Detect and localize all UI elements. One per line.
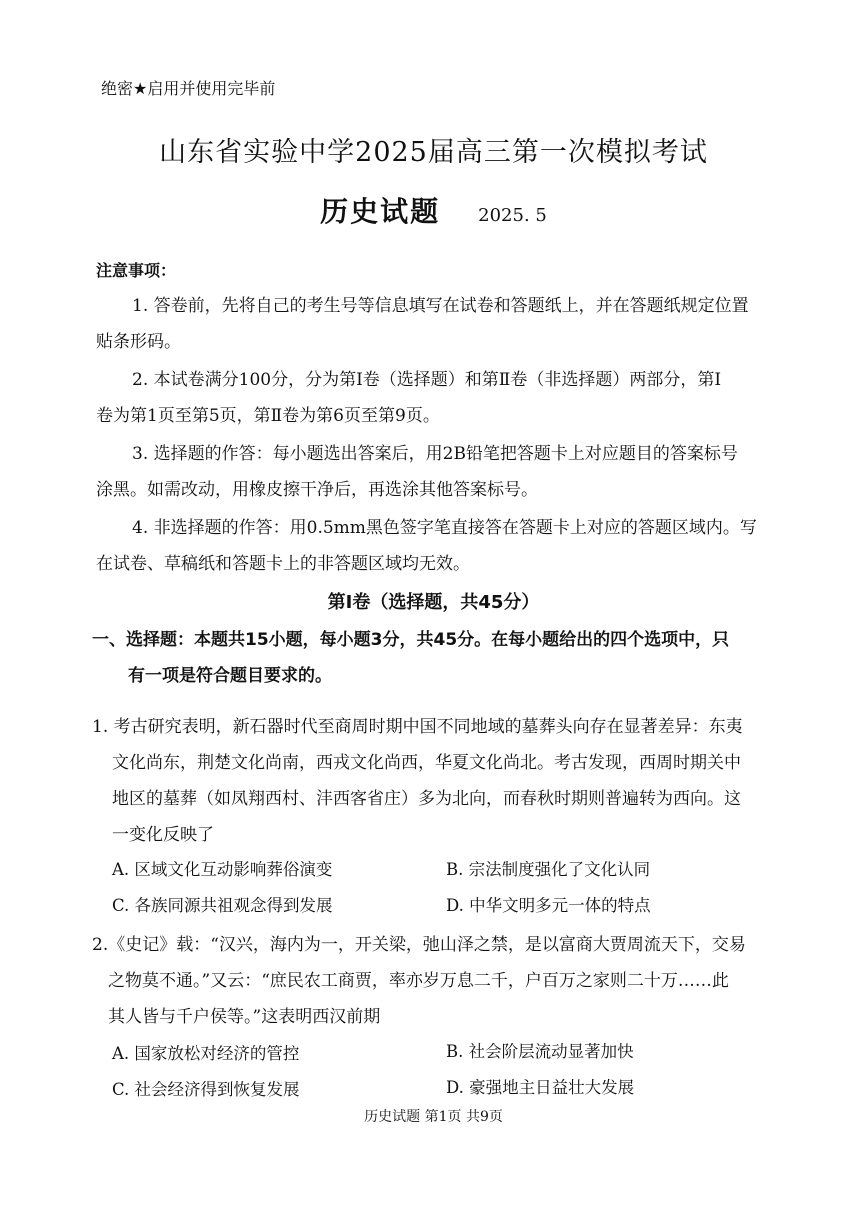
note-3-line2: 涂黑。如需改动，用橡皮擦干净后，再选涂其他答案标号。 xyxy=(96,480,538,500)
exam-date: 2025. 5 xyxy=(478,205,547,226)
note-2-line2: 卷为第1页至第5页，第Ⅱ卷为第6页至第9页。 xyxy=(96,406,440,426)
question-1-option-a: A. 区域文化互动影响葬俗演变 xyxy=(112,860,333,879)
question-1-option-b: B. 宗法制度强化了文化认同 xyxy=(446,860,651,879)
question-1-option-d: D. 中华文明多元一体的特点 xyxy=(446,896,651,915)
question-1-line1: 1. 考古研究表明，新石器时代至商周时期中国不同地域的墓葬头向存在显著差异：东夷 xyxy=(92,717,743,737)
part-instructions-line2: 有一项是符合题目要求的。 xyxy=(128,666,332,686)
question-2-option-b: B. 社会阶层流动显著加快 xyxy=(446,1042,634,1061)
page-footer: 历史试题 第1页 共9页 xyxy=(364,1109,503,1125)
exam-title: 山东省实验中学2025届高三第一次模拟考试 xyxy=(159,137,708,168)
question-2-option-d: D. 豪强地主日益壮大发展 xyxy=(446,1078,635,1097)
part-instructions-line1: 一、选择题：本题共15小题，每小题3分，共45分。在每小题给出的四个选项中，只 xyxy=(92,630,730,650)
question-1-option-c: C. 各族同源共祖观念得到发展 xyxy=(112,896,333,915)
note-4-line1: 4. 非选择题的作答：用0.5mm黑色签字笔直接答在答题卡上对应的答题区域内。写 xyxy=(132,518,757,538)
note-3-line1: 3. 选择题的作答：每小题选出答案后，用2B铅笔把答题卡上对应题目的答案标号 xyxy=(132,444,738,464)
notes-heading: 注意事项： xyxy=(96,261,177,280)
section-title: 第Ⅰ卷（选择题，共45分） xyxy=(327,592,540,613)
note-2-line1: 2. 本试卷满分100分，分为第Ⅰ卷（选择题）和第Ⅱ卷（非选择题）两部分，第Ⅰ xyxy=(132,370,722,390)
confidentiality-mark: 绝密★启用并使用完毕前 xyxy=(101,79,276,98)
question-2-line3: 其人皆与千户侯等。”这表明西汉前期 xyxy=(108,1007,381,1027)
subject-line xyxy=(0,190,867,230)
question-1-line3: 地区的墓葬（如凤翔西村、沣西客省庄）多为北向，而春秋时期则普遍转为西向。这 xyxy=(112,789,741,809)
note-1-line2: 贴条形码。 xyxy=(96,332,181,352)
question-1-line4: 一变化反映了 xyxy=(112,825,214,845)
question-2-line1: 2.《史记》载：“汉兴，海内为一，开关梁，弛山泽之禁，是以富商大贾周流天下，交易 xyxy=(92,935,746,955)
subject-title: 历史试题 xyxy=(320,195,441,228)
question-2-line2: 之物莫不通。”又云：“庶民农工商贾，率亦岁万息二千，户百万之家则二十万……此 xyxy=(108,971,729,991)
question-2-option-a: A. 国家放松对经济的管控 xyxy=(112,1044,300,1063)
note-1-line1: 1. 答卷前，先将自己的考生号等信息填写在试卷和答题纸上，并在答题纸规定位置 xyxy=(132,296,749,316)
question-2-option-c: C. 社会经济得到恢复发展 xyxy=(112,1080,300,1099)
question-1-line2: 文化尚东，荆楚文化尚南，西戎文化尚西，华夏文化尚北。考古发现，西周时期关中 xyxy=(112,753,741,773)
note-4-line2: 在试卷、草稿纸和答题卡上的非答题区域均无效。 xyxy=(96,554,470,574)
